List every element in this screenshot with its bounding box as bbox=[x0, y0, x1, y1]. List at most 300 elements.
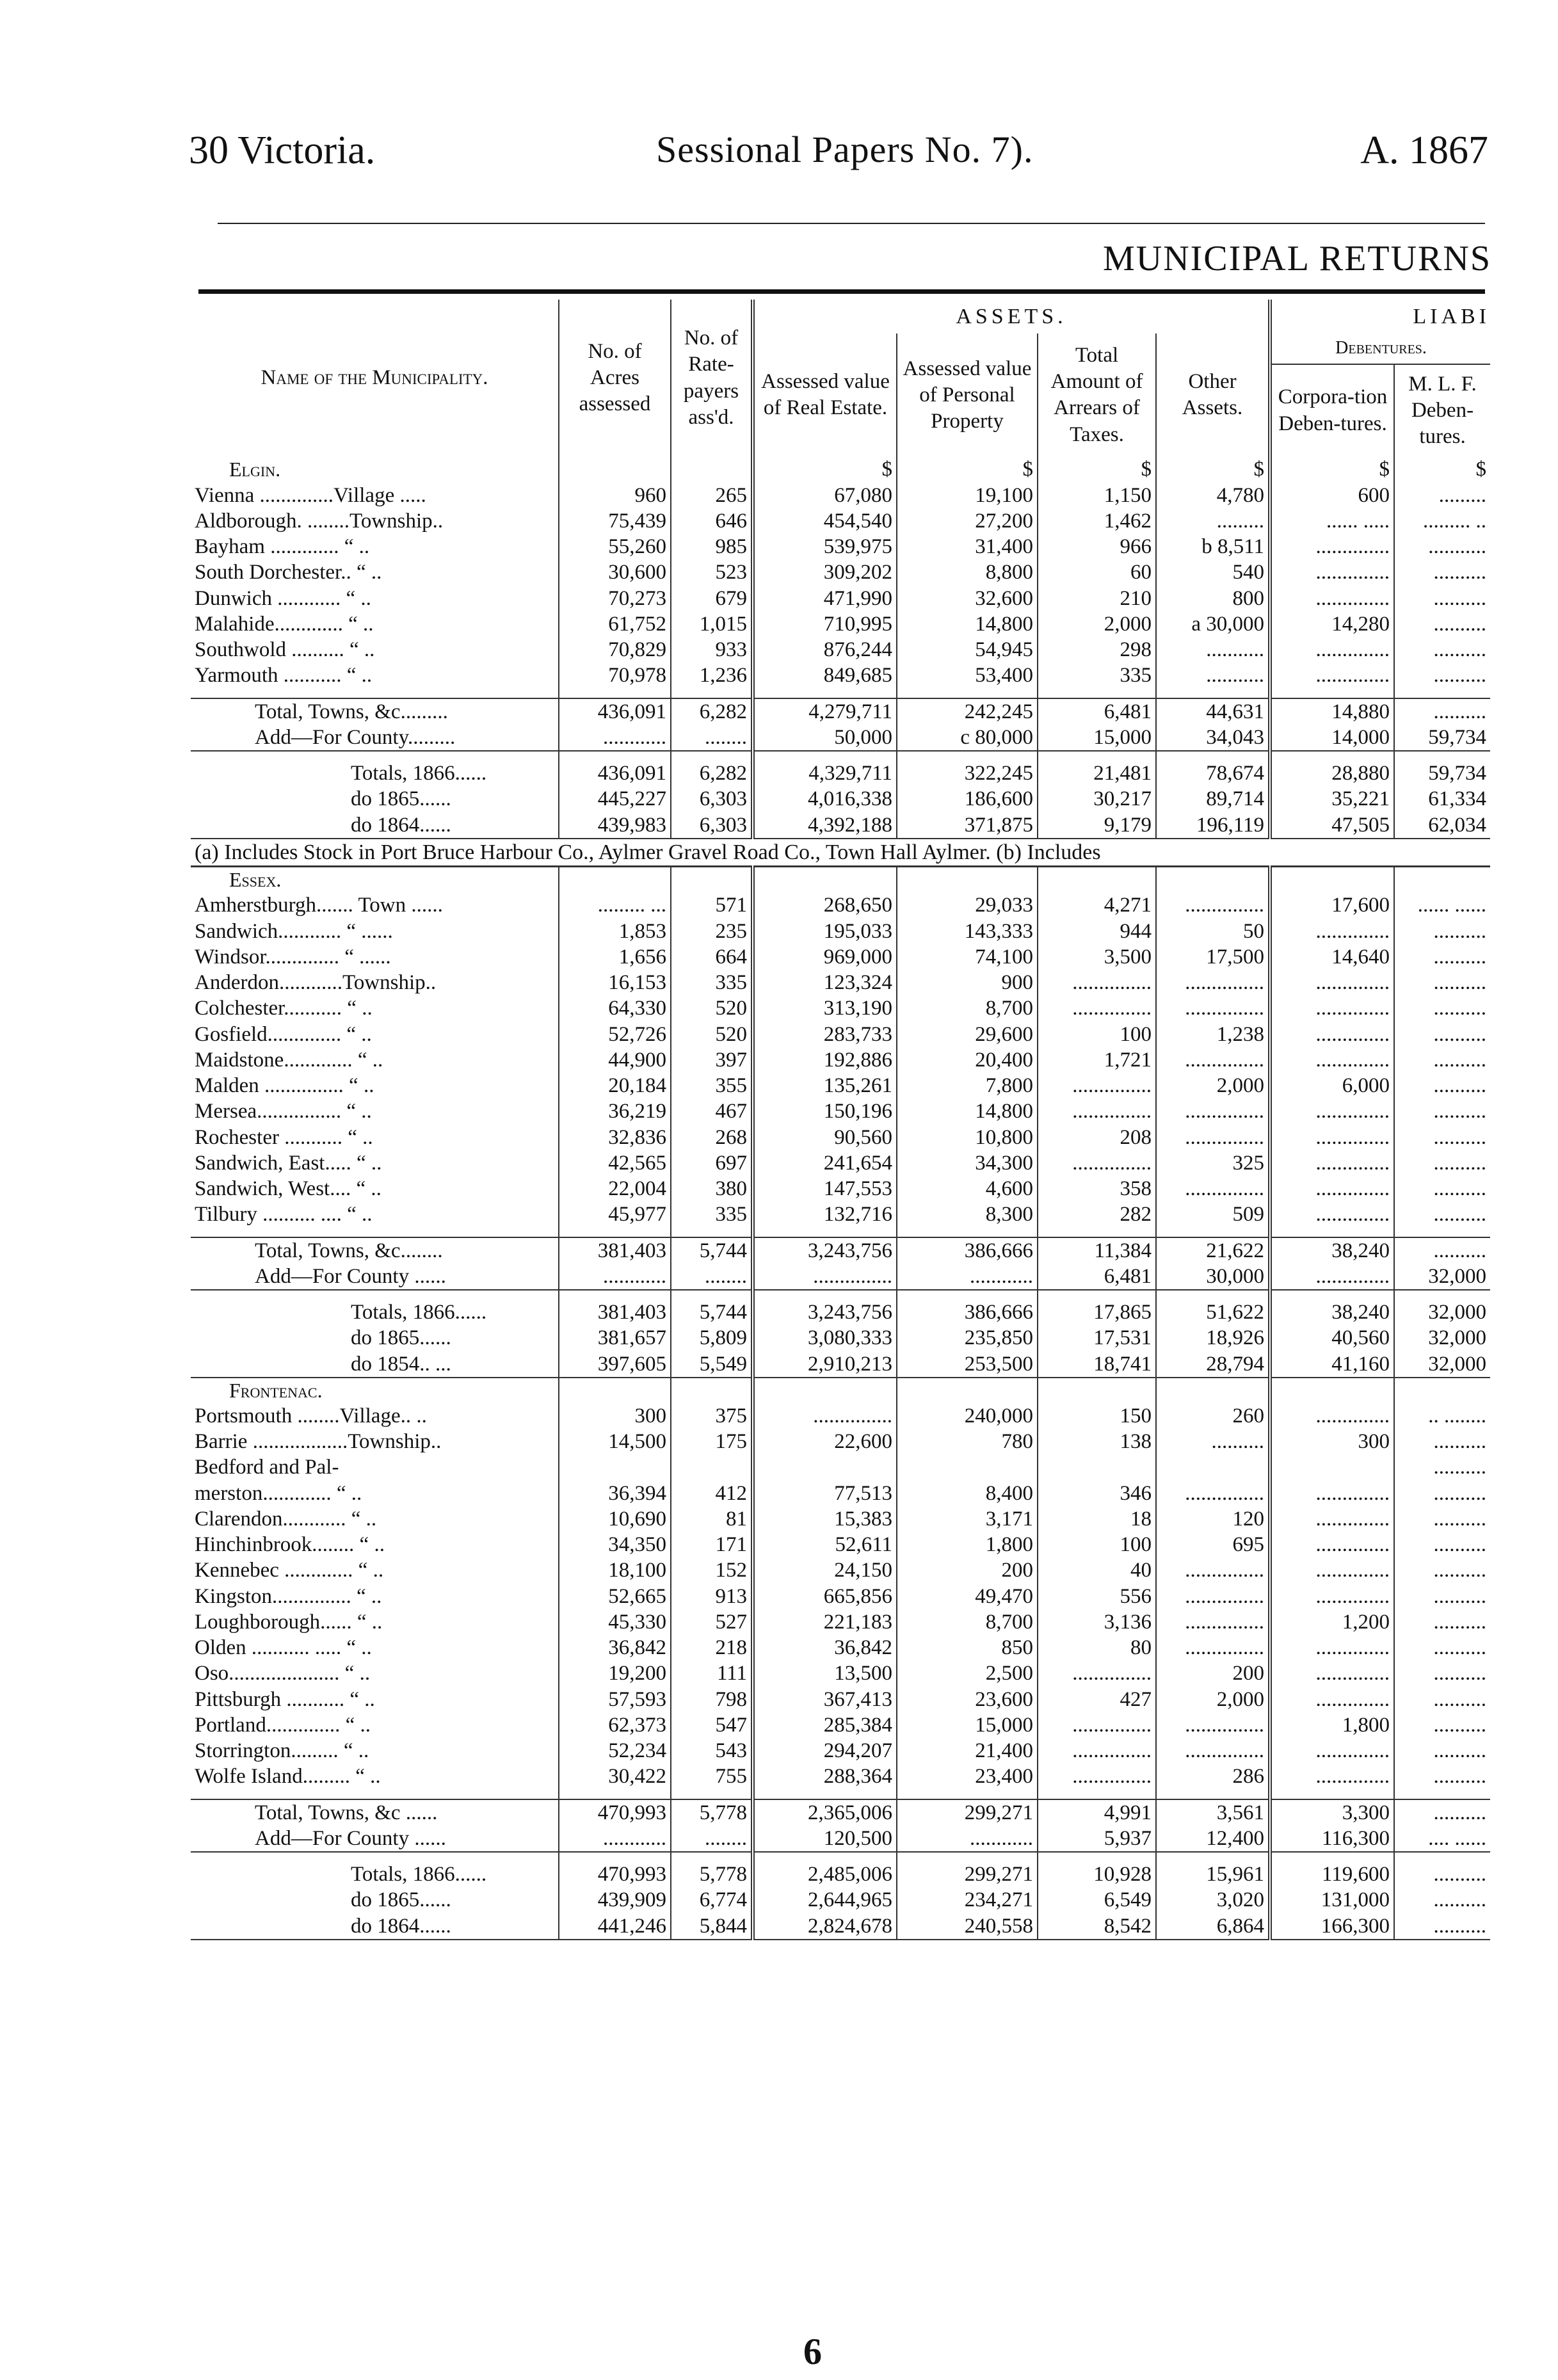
cell-real: 665,856 bbox=[753, 1584, 897, 1609]
cell-arrears: 100 bbox=[1038, 1532, 1156, 1557]
cell-ratepayers bbox=[671, 1852, 753, 1861]
cell-other: 2,000 bbox=[1156, 1073, 1270, 1098]
cell-corp: .............. bbox=[1270, 1022, 1394, 1047]
cell-acres: ............ bbox=[559, 725, 671, 751]
table-row bbox=[191, 1073, 1490, 1098]
cell-acres: 36,394 bbox=[559, 1481, 671, 1506]
totals-row bbox=[191, 1861, 1490, 1887]
cell-ratepayers: 397 bbox=[671, 1047, 753, 1073]
cell-mlf bbox=[1394, 1290, 1490, 1299]
cell-corp: .............. bbox=[1270, 995, 1394, 1021]
cell-mlf: .......... bbox=[1394, 1635, 1490, 1660]
add-county-row bbox=[191, 1826, 1490, 1852]
cell-acres: 20,184 bbox=[559, 1073, 671, 1098]
cell-corp: 14,000 bbox=[1270, 725, 1394, 751]
cell-arrears: 40 bbox=[1038, 1557, 1156, 1583]
cell-ratepayers: 6,774 bbox=[671, 1887, 753, 1913]
cell-other: 200 bbox=[1156, 1660, 1270, 1686]
cell-corp: 40,560 bbox=[1270, 1325, 1394, 1351]
blank-cell bbox=[897, 1378, 1038, 1403]
cell-personal: 49,470 bbox=[897, 1584, 1038, 1609]
table-row bbox=[191, 1557, 1490, 1583]
cell-real: 471,990 bbox=[753, 586, 897, 611]
cell-acres bbox=[559, 1228, 671, 1237]
cell-acres: ............ bbox=[559, 1826, 671, 1852]
cell-name bbox=[191, 1228, 559, 1237]
cell-corp: .............. bbox=[1270, 1660, 1394, 1686]
cell-ratepayers bbox=[671, 1228, 753, 1237]
header-session: 30 Victoria. bbox=[189, 129, 376, 172]
blank-cell bbox=[753, 1378, 897, 1403]
cell-real: 52,611 bbox=[753, 1532, 897, 1557]
cell-name: Barrie ..................Township.. bbox=[195, 1430, 442, 1454]
cell-personal: 53,400 bbox=[897, 663, 1038, 688]
cell-other: 21,622 bbox=[1156, 1237, 1270, 1264]
cell-corp: 47,505 bbox=[1270, 812, 1394, 839]
add-county-row bbox=[191, 725, 1490, 751]
table-row bbox=[191, 919, 1490, 944]
cell-real: 13,500 bbox=[753, 1660, 897, 1686]
cell-mlf bbox=[1394, 1790, 1490, 1799]
cell-name: Rochester ........... “ .. bbox=[195, 1125, 373, 1149]
cell-ratepayers: 265 bbox=[671, 483, 753, 508]
total-row bbox=[191, 698, 1490, 725]
cell-other: 50 bbox=[1156, 919, 1270, 944]
cell-ratepayers: 755 bbox=[671, 1764, 753, 1789]
cell-acres: 34,350 bbox=[559, 1532, 671, 1557]
cell-real bbox=[753, 751, 897, 760]
cell-name: Total, Towns, &c........ bbox=[191, 1237, 559, 1264]
table-body bbox=[191, 456, 1490, 1940]
cell-personal: 14,800 bbox=[897, 1098, 1038, 1124]
cell-mlf: .......... bbox=[1394, 1887, 1490, 1913]
cell-personal: c 80,000 bbox=[897, 725, 1038, 751]
cell-personal: 8,700 bbox=[897, 995, 1038, 1021]
cell-name: Maidstone............. “ .. bbox=[195, 1048, 383, 1072]
cell-acres bbox=[559, 689, 671, 698]
table-row bbox=[191, 611, 1490, 637]
cell-acres: 36,219 bbox=[559, 1098, 671, 1124]
cell-real: 454,540 bbox=[753, 508, 897, 534]
cell-real: 309,202 bbox=[753, 559, 897, 585]
cell-other bbox=[1156, 751, 1270, 760]
cell-other: ............... bbox=[1156, 892, 1270, 918]
cell-ratepayers: 5,549 bbox=[671, 1351, 753, 1378]
cell-acres: 45,977 bbox=[559, 1202, 671, 1227]
cell-personal bbox=[897, 751, 1038, 760]
cell-other: 1,238 bbox=[1156, 1022, 1270, 1047]
cell-personal: 850 bbox=[897, 1635, 1038, 1660]
cell-real: 241,654 bbox=[753, 1150, 897, 1176]
cell-other: a 30,000 bbox=[1156, 611, 1270, 637]
cell-corp: .............. bbox=[1270, 1557, 1394, 1583]
cell-personal: 32,600 bbox=[897, 586, 1038, 611]
table-row bbox=[191, 1584, 1490, 1609]
cell-ratepayers: 664 bbox=[671, 944, 753, 970]
cell-ratepayers: 175 bbox=[671, 1429, 753, 1454]
cell-arrears: ............... bbox=[1038, 1712, 1156, 1738]
cell-personal: 29,600 bbox=[897, 1022, 1038, 1047]
cell-ratepayers: 543 bbox=[671, 1738, 753, 1764]
cell-personal: 386,666 bbox=[897, 1237, 1038, 1264]
cell-ratepayers: 171 bbox=[671, 1532, 753, 1557]
cell-real: 4,279,711 bbox=[753, 698, 897, 725]
cell-ratepayers: 6,303 bbox=[671, 812, 753, 839]
cell-arrears: 346 bbox=[1038, 1481, 1156, 1506]
table-row bbox=[191, 1403, 1490, 1429]
cell-ratepayers: 5,744 bbox=[671, 1299, 753, 1325]
cell-other: 34,043 bbox=[1156, 725, 1270, 751]
cell-corp bbox=[1270, 689, 1394, 698]
cell-real: 22,600 bbox=[753, 1429, 897, 1454]
cell-arrears bbox=[1038, 1454, 1156, 1480]
table-row bbox=[191, 970, 1490, 995]
cell-corp: 38,240 bbox=[1270, 1237, 1394, 1264]
cell-ratepayers: 235 bbox=[671, 919, 753, 944]
assets-group-header: ASSETS. bbox=[753, 300, 1270, 334]
cell-acres: 30,600 bbox=[559, 559, 671, 585]
cell-name: Add—For County ...... bbox=[191, 1826, 559, 1852]
cell-ratepayers: 520 bbox=[671, 995, 753, 1021]
cell-ratepayers: ........ bbox=[671, 725, 753, 751]
cell-ratepayers: 5,809 bbox=[671, 1325, 753, 1351]
cell-real: 123,324 bbox=[753, 970, 897, 995]
cell-mlf: ...... ...... bbox=[1394, 892, 1490, 918]
cell-personal: 3,171 bbox=[897, 1506, 1038, 1532]
cell-mlf: 32,000 bbox=[1394, 1325, 1490, 1351]
cell-name: Storrington......... “ .. bbox=[195, 1739, 369, 1763]
cell-corp: 3,300 bbox=[1270, 1799, 1394, 1826]
cell-name: do 1865...... bbox=[351, 787, 451, 811]
footnote-row bbox=[191, 839, 1490, 867]
cell-name: Sandwich............ “ ...... bbox=[195, 919, 393, 943]
cell-mlf: .......... bbox=[1394, 1861, 1490, 1887]
cell-mlf: 32,000 bbox=[1394, 1351, 1490, 1378]
col-corp-header: Corpora-tion Deben-tures. bbox=[1270, 364, 1394, 457]
cell-other: ............... bbox=[1156, 1635, 1270, 1660]
cell-mlf: 59,734 bbox=[1394, 760, 1490, 786]
cell-real: 24,150 bbox=[753, 1557, 897, 1583]
table-row bbox=[191, 1202, 1490, 1227]
cell-other: ............... bbox=[1156, 1738, 1270, 1764]
cell-ratepayers: 111 bbox=[671, 1660, 753, 1686]
cell-arrears: 150 bbox=[1038, 1403, 1156, 1429]
cell-corp: 116,300 bbox=[1270, 1826, 1394, 1852]
cell-real: 710,995 bbox=[753, 611, 897, 637]
cell-ratepayers bbox=[671, 689, 753, 698]
table-row bbox=[191, 586, 1490, 611]
cell-personal: 23,600 bbox=[897, 1687, 1038, 1712]
table-row bbox=[191, 1454, 1490, 1480]
cell-real: 4,016,338 bbox=[753, 786, 897, 812]
cell-ratepayers bbox=[671, 751, 753, 760]
cell-other: ............... bbox=[1156, 995, 1270, 1021]
cell-other bbox=[1156, 1852, 1270, 1861]
cell-mlf: .......... bbox=[1394, 1506, 1490, 1532]
cell-ratepayers: 913 bbox=[671, 1584, 753, 1609]
cell-corp: .............. bbox=[1270, 1687, 1394, 1712]
cell-name: Oso..................... “ .. bbox=[195, 1662, 371, 1685]
cell-acres: 45,330 bbox=[559, 1609, 671, 1635]
cell-name: Kennebec ............. “ .. bbox=[195, 1559, 384, 1582]
cell-ratepayers bbox=[671, 1790, 753, 1799]
cell-mlf: 61,334 bbox=[1394, 786, 1490, 812]
cell-ratepayers: 697 bbox=[671, 1150, 753, 1176]
cell-ratepayers: 375 bbox=[671, 1403, 753, 1429]
cell-ratepayers: 679 bbox=[671, 586, 753, 611]
cell-corp: 1,800 bbox=[1270, 1712, 1394, 1738]
cell-personal: 253,500 bbox=[897, 1351, 1038, 1378]
table-row bbox=[191, 1047, 1490, 1073]
col-arrears-header: Total Amount of Arrears of Taxes. bbox=[1038, 334, 1156, 456]
cell-corp: .............. bbox=[1270, 1635, 1394, 1660]
cell-arrears: ............... bbox=[1038, 1073, 1156, 1098]
totals-row bbox=[191, 760, 1490, 786]
table-row bbox=[191, 1176, 1490, 1202]
liabilities-group-header: LIABI bbox=[1270, 300, 1490, 334]
cell-name: Amherstburgh....... Town ...... bbox=[195, 894, 443, 917]
cell-name: Total, Towns, &c......... bbox=[191, 698, 559, 725]
totals-row bbox=[191, 812, 1490, 839]
cell-acres: 14,500 bbox=[559, 1429, 671, 1454]
cell-mlf: .......... bbox=[1394, 1429, 1490, 1454]
cell-real: 313,190 bbox=[753, 995, 897, 1021]
table-head bbox=[191, 300, 1490, 456]
cell-mlf: .......... bbox=[1394, 919, 1490, 944]
cell-arrears: 5,937 bbox=[1038, 1826, 1156, 1852]
cell-other: ............... bbox=[1156, 1712, 1270, 1738]
cell-mlf: .......... bbox=[1394, 995, 1490, 1021]
cell-personal: 23,400 bbox=[897, 1764, 1038, 1789]
cell-acres: 397,605 bbox=[559, 1351, 671, 1378]
cell-name: Sandwich, East..... “ .. bbox=[195, 1151, 382, 1175]
cell-arrears: 3,500 bbox=[1038, 944, 1156, 970]
cell-mlf: .......... bbox=[1394, 1532, 1490, 1557]
total-row bbox=[191, 1799, 1490, 1826]
cell-acres: 44,900 bbox=[559, 1047, 671, 1073]
cell-other: 3,020 bbox=[1156, 1887, 1270, 1913]
table-row bbox=[191, 508, 1490, 534]
cell-acres: 75,439 bbox=[559, 508, 671, 534]
cell-arrears: 966 bbox=[1038, 534, 1156, 559]
cell-personal: 31,400 bbox=[897, 534, 1038, 559]
cell-corp: .............. bbox=[1270, 1202, 1394, 1227]
cell-mlf: ......... bbox=[1394, 483, 1490, 508]
cell-arrears: 6,481 bbox=[1038, 698, 1156, 725]
cell-acres: 19,200 bbox=[559, 1660, 671, 1686]
total-row bbox=[191, 1237, 1490, 1264]
blank-cell bbox=[671, 1378, 753, 1403]
cell-other: 51,622 bbox=[1156, 1299, 1270, 1325]
cell-ratepayers: ........ bbox=[671, 1264, 753, 1290]
cell-arrears: ............... bbox=[1038, 1098, 1156, 1124]
cell-mlf: .......... bbox=[1394, 1454, 1490, 1480]
cell-corp: 14,280 bbox=[1270, 611, 1394, 637]
cell-real: 135,261 bbox=[753, 1073, 897, 1098]
cell-arrears: ............... bbox=[1038, 1660, 1156, 1686]
cell-name: Kingston............... “ .. bbox=[195, 1584, 382, 1608]
cell-acres: 300 bbox=[559, 1403, 671, 1429]
cell-real bbox=[753, 1852, 897, 1861]
cell-acres bbox=[559, 1454, 671, 1480]
cell-personal bbox=[897, 689, 1038, 698]
totals-row bbox=[191, 786, 1490, 812]
cell-other: 800 bbox=[1156, 586, 1270, 611]
cell-name: Vienna ..............Village ..... bbox=[195, 483, 426, 507]
cell-acres bbox=[559, 1290, 671, 1299]
cell-name: Colchester........... “ .. bbox=[195, 997, 373, 1020]
footnote: (a) Includes Stock in Port Bruce Harbour Co., Aylmer Gravel Road Co., Town Hall Aylmer. (b) Includes bbox=[191, 839, 1490, 867]
cell-name: do 1865...... bbox=[351, 1326, 451, 1350]
blank-cell bbox=[897, 867, 1038, 893]
cell-ratepayers: 6,282 bbox=[671, 698, 753, 725]
cell-ratepayers: 152 bbox=[671, 1557, 753, 1583]
cell-acres: 36,842 bbox=[559, 1635, 671, 1660]
cell-name: Clarendon............ “ .. bbox=[195, 1507, 377, 1531]
cell-name: Wolfe Island......... “ .. bbox=[195, 1765, 381, 1789]
cell-real: 150,196 bbox=[753, 1098, 897, 1124]
cell-corp: 131,000 bbox=[1270, 1887, 1394, 1913]
cell-name bbox=[191, 1790, 559, 1799]
running-header bbox=[189, 128, 1488, 186]
section-title: MUNICIPAL RETURNS bbox=[1102, 239, 1491, 278]
cell-name bbox=[191, 751, 559, 760]
table-row bbox=[191, 944, 1490, 970]
unit-cell: $ bbox=[1270, 456, 1394, 482]
cell-name: Totals, 1866...... bbox=[351, 1863, 487, 1886]
cell-acres: 1,853 bbox=[559, 919, 671, 944]
cell-corp: .............. bbox=[1270, 559, 1394, 585]
cell-personal: 8,700 bbox=[897, 1609, 1038, 1635]
cell-corp bbox=[1270, 751, 1394, 760]
cell-name: Aldborough. ........Township.. bbox=[195, 509, 444, 533]
table-row bbox=[191, 1635, 1490, 1660]
section-heading-row bbox=[191, 867, 1490, 893]
cell-acres: 960 bbox=[559, 483, 671, 508]
cell-other: 509 bbox=[1156, 1202, 1270, 1227]
cell-name: Olden ........... ..... “ .. bbox=[195, 1636, 372, 1660]
cell-real: 294,207 bbox=[753, 1738, 897, 1764]
cell-corp: 28,880 bbox=[1270, 760, 1394, 786]
cell-corp: .............. bbox=[1270, 663, 1394, 688]
cell-arrears: 427 bbox=[1038, 1687, 1156, 1712]
cell-real: 4,392,188 bbox=[753, 812, 897, 839]
unit-cell bbox=[671, 456, 753, 482]
cell-other: 89,714 bbox=[1156, 786, 1270, 812]
spacer-row bbox=[191, 1790, 1490, 1799]
cell-real: 2,910,213 bbox=[753, 1351, 897, 1378]
cell-ratepayers: 547 bbox=[671, 1712, 753, 1738]
cell-personal: 8,400 bbox=[897, 1481, 1038, 1506]
cell-real: 221,183 bbox=[753, 1609, 897, 1635]
cell-real: 90,560 bbox=[753, 1125, 897, 1150]
cell-arrears: 944 bbox=[1038, 919, 1156, 944]
cell-real: 50,000 bbox=[753, 725, 897, 751]
cell-corp: .............. bbox=[1270, 1098, 1394, 1124]
municipal-returns-table bbox=[191, 300, 1490, 1940]
cell-acres: 22,004 bbox=[559, 1176, 671, 1202]
cell-corp: .............. bbox=[1270, 1506, 1394, 1532]
cell-corp: 1,200 bbox=[1270, 1609, 1394, 1635]
cell-personal: 299,271 bbox=[897, 1861, 1038, 1887]
cell-personal: 14,800 bbox=[897, 611, 1038, 637]
cell-acres: 470,993 bbox=[559, 1861, 671, 1887]
cell-corp: .............. bbox=[1270, 1150, 1394, 1176]
cell-personal: 29,033 bbox=[897, 892, 1038, 918]
cell-ratepayers: 520 bbox=[671, 1022, 753, 1047]
cell-personal: 371,875 bbox=[897, 812, 1038, 839]
cell-arrears bbox=[1038, 1852, 1156, 1861]
cell-arrears bbox=[1038, 1228, 1156, 1237]
cell-personal: 74,100 bbox=[897, 944, 1038, 970]
cell-acres: 381,657 bbox=[559, 1325, 671, 1351]
cell-ratepayers: 523 bbox=[671, 559, 753, 585]
cell-name: Portsmouth ........Village.. .. bbox=[195, 1404, 427, 1427]
cell-name: Malahide............. “ .. bbox=[195, 612, 374, 636]
cell-corp bbox=[1270, 1790, 1394, 1799]
cell-personal: 235,850 bbox=[897, 1325, 1038, 1351]
cell-arrears: 2,000 bbox=[1038, 611, 1156, 637]
page-number: 6 bbox=[803, 2331, 822, 2372]
cell-real: 192,886 bbox=[753, 1047, 897, 1073]
cell-ratepayers: 6,282 bbox=[671, 760, 753, 786]
cell-personal: 186,600 bbox=[897, 786, 1038, 812]
cell-acres bbox=[559, 751, 671, 760]
cell-acres: 10,690 bbox=[559, 1506, 671, 1532]
table-row bbox=[191, 1609, 1490, 1635]
cell-real: 539,975 bbox=[753, 534, 897, 559]
cell-ratepayers: 5,778 bbox=[671, 1799, 753, 1826]
cell-other: .......... bbox=[1156, 1429, 1270, 1454]
cell-arrears: 11,384 bbox=[1038, 1237, 1156, 1264]
cell-real: 288,364 bbox=[753, 1764, 897, 1789]
cell-personal bbox=[897, 1290, 1038, 1299]
cell-name: do 1864...... bbox=[191, 1913, 559, 1940]
cell-acres: 52,234 bbox=[559, 1738, 671, 1764]
cell-other: 325 bbox=[1156, 1150, 1270, 1176]
header-year: A. 1867 bbox=[1360, 129, 1488, 172]
cell-arrears: 1,150 bbox=[1038, 483, 1156, 508]
cell-name bbox=[191, 689, 559, 698]
cell-personal: 240,000 bbox=[897, 1403, 1038, 1429]
cell-mlf: .......... bbox=[1394, 970, 1490, 995]
cell-personal bbox=[897, 1790, 1038, 1799]
cell-other bbox=[1156, 1228, 1270, 1237]
cell-ratepayers: 218 bbox=[671, 1635, 753, 1660]
cell-arrears: 298 bbox=[1038, 637, 1156, 663]
cell-mlf: .......... bbox=[1394, 1584, 1490, 1609]
cell-real: 876,244 bbox=[753, 637, 897, 663]
cell-acres: 70,978 bbox=[559, 663, 671, 688]
section-heading-row bbox=[191, 1378, 1490, 1403]
cell-name: do 1865...... bbox=[351, 1888, 451, 1912]
cell-name: South Dorchester.. “ .. bbox=[195, 561, 382, 584]
cell-personal: 386,666 bbox=[897, 1299, 1038, 1325]
cell-mlf: .. ........ bbox=[1394, 1403, 1490, 1429]
section-title-cell: Elgin. bbox=[229, 457, 281, 481]
blank-cell bbox=[1270, 1378, 1394, 1403]
header-rule bbox=[218, 223, 1485, 224]
cell-corp: .............. bbox=[1270, 1176, 1394, 1202]
cell-mlf: 32,000 bbox=[1394, 1264, 1490, 1290]
cell-real: 132,716 bbox=[753, 1202, 897, 1227]
table-row bbox=[191, 663, 1490, 688]
cell-corp: .............. bbox=[1270, 1125, 1394, 1150]
table-row bbox=[191, 1532, 1490, 1557]
cell-mlf: ........... bbox=[1394, 534, 1490, 559]
cell-ratepayers: 5,844 bbox=[671, 1913, 753, 1940]
cell-personal: 4,600 bbox=[897, 1176, 1038, 1202]
